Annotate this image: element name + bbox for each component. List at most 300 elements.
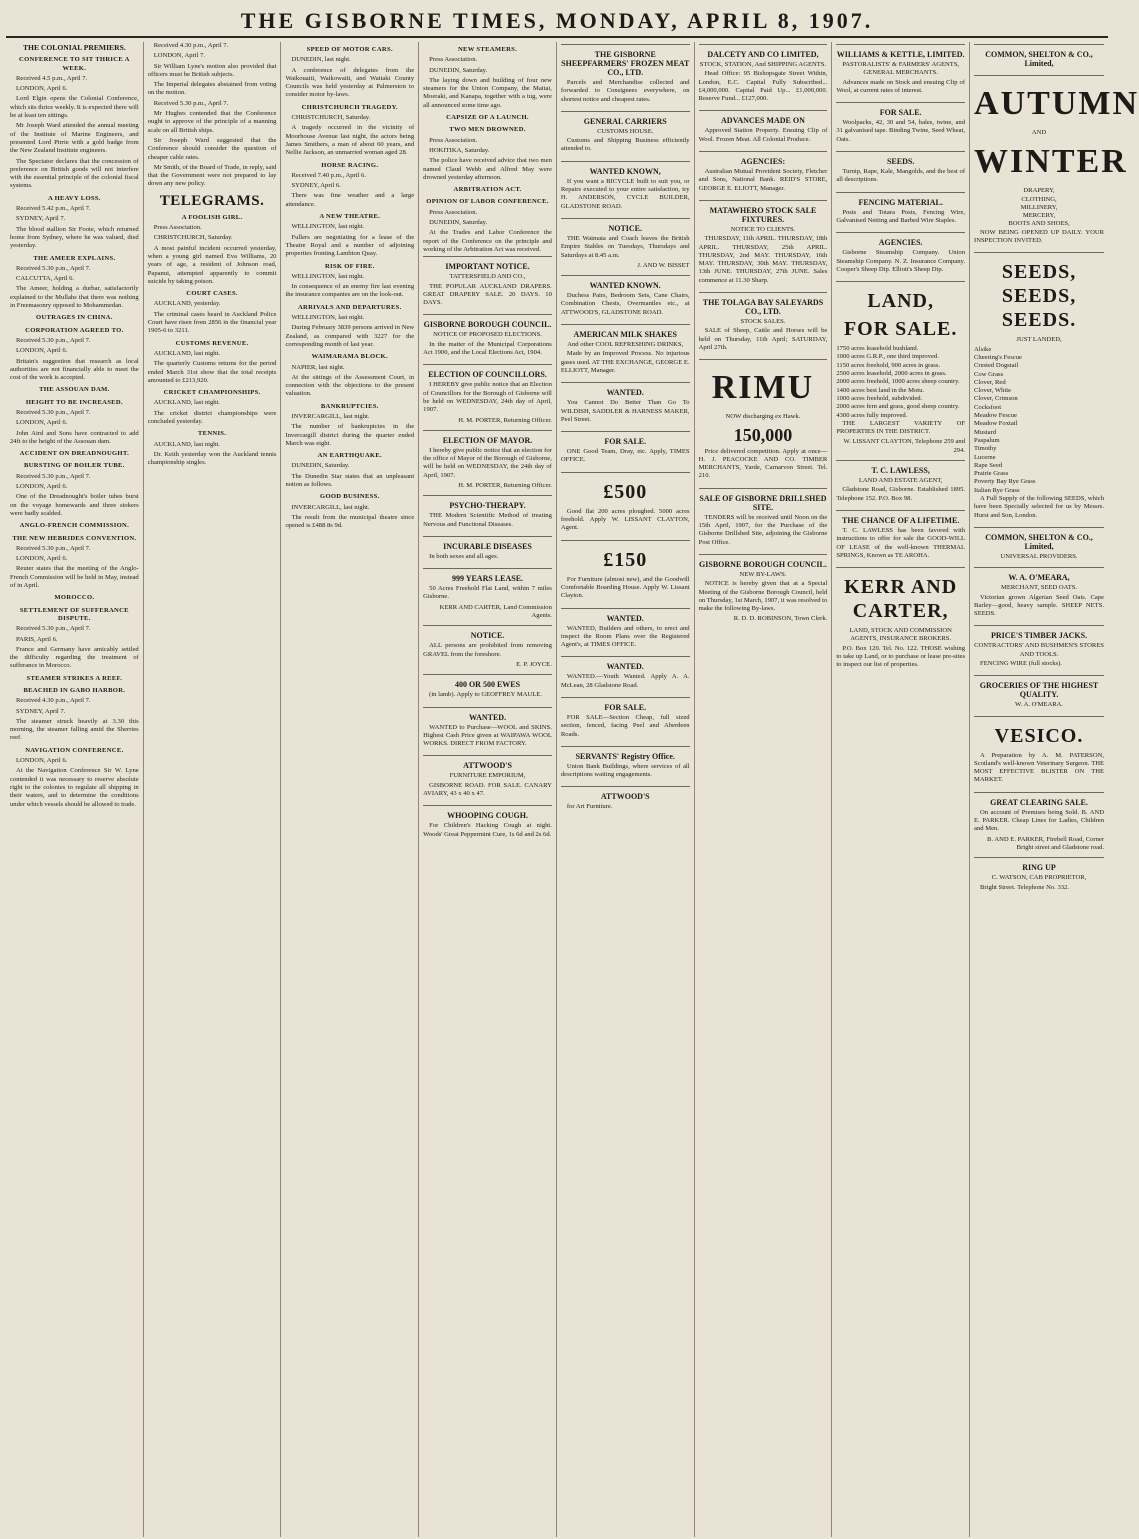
column-8 (970, 42, 1139, 1537)
article-paragraph: Press Association. (153, 224, 202, 232)
article-paragraph: Received 4.30 p.m., April 7. (153, 42, 229, 49)
advertisement-heading: GISBORNE BOROUGH COUNCIL. (423, 320, 552, 330)
article-paragraph: Received 7.40 p.m., April 6. (291, 171, 366, 179)
advertisement-list-item: Poverty Bay Rye Grass (974, 478, 1036, 486)
advertisement-subheading: NOTICE OF PROPOSED ELECTIONS. (433, 331, 542, 339)
advertisement-body: for Art Furniture. (566, 803, 613, 811)
columns (6, 42, 1139, 1537)
advertisement-body: 50 Acres Freehold Flat Land, within 7 miles Gisborne. (423, 585, 552, 601)
advertisement (974, 75, 1139, 250)
advertisement-heading: SEEDS, SEEDS, SEEDS. (1001, 261, 1077, 332)
article-paragraph: SYDNEY, April 7. (16, 215, 66, 223)
advertisement-list-item: 2000 acres freehold, 1000 acres sheep country. (836, 378, 960, 386)
advertisement-subheading: JUST LANDED, (1016, 336, 1062, 344)
article-paragraph: DUNEDIN, Saturday. (291, 462, 350, 470)
article-paragraph: Sir William Lyne's motion also provided that officers must be British subjects. (147, 62, 277, 78)
article-paragraph: Lord Elgin opens the Colonial Conference, which sits thrice weekly. It is expected there will be at least ten sittings. (10, 95, 139, 120)
article-paragraph: France and Germany have amicably settled the difficulty regarding the treatment of sufferance in Morocco. (10, 645, 139, 670)
advertisement (561, 431, 690, 470)
advertisement-body: Victorian grown Algerian Seed Oats. Cape Barley—good, heavy sample. SHEEP NETS. SEEDS. (974, 593, 1105, 618)
advertisement-body: I hereby give public notice that an election for the office of Mayor of the Borough of Gisborne, will be held on WEDNESDAY, the 24th day of April, 1907. (423, 446, 552, 479)
advertisement-heading: RIMU (711, 369, 815, 407)
advertisement (561, 275, 690, 322)
advertisement-heading: AGENCIES: (740, 157, 786, 167)
advertisement-signature: E. P. JOYCE. (516, 660, 552, 668)
article-heading: CORPORATION AGREED TO. (25, 326, 124, 334)
advertisement-heading: WANTED. (606, 613, 644, 623)
advertisement-list (836, 345, 965, 420)
article-heading: A NEW THEATRE. (319, 213, 381, 221)
advertisement-body: A Full Supply of the following SEEDS, which have been Specially selected for us by Messrs. Hurst and Son, London. (974, 495, 1105, 519)
advertisement (423, 625, 552, 672)
advertisement-heading: RING UP (1022, 863, 1056, 873)
article-paragraph: AUCKLAND, last night. (153, 399, 221, 407)
article-heading: NEW STEAMERS. (457, 46, 518, 53)
article-heading: STEAMER STRIKES A REEF. (26, 674, 123, 682)
advertisement (836, 460, 965, 508)
advertisement-heading: MATAWHERO STOCK SALE FIXTURES. (709, 205, 817, 224)
advertisement-list-item: Prairie Grass (974, 470, 1009, 478)
article-heading: TENNIS. (197, 430, 227, 438)
article-paragraph: Dr. Keith yesterday won the Auckland tennis championship singles. (147, 450, 277, 467)
advertisement (836, 232, 965, 279)
advertisement-heading: 999 YEARS LEASE. (451, 574, 524, 584)
advertisement-body: Australian Mutual Provident Society, Fletcher and Sons, National Bank. REID'S STORE, GEORGE E. ELIOTT, Manager. (698, 168, 828, 192)
advertisement (423, 314, 552, 362)
advertisement-body: ONE Good Team, Dray, etc. Apply, TIMES OFFICE. (560, 448, 690, 464)
advertisement (561, 540, 690, 606)
article-paragraph: Reuter states that the meeting of the Anglo-French Commission will be held in May, instead of in April. (10, 565, 139, 590)
advertisement-body: THE Modern Scientific Method of treating Nervous and Functional Diseases. (423, 512, 552, 528)
advertisement-list-item: Alsike (974, 345, 992, 353)
advertisement-subheading: CUSTOMS HOUSE. (597, 127, 654, 135)
advertisement-heading: PRICE'S TIMBER JACKS. (990, 631, 1088, 641)
advertisement (423, 805, 552, 844)
article-paragraph: The police have received advice that two men named Claud Webb and Alfred May were drowned yesterday afternoon. (423, 157, 552, 181)
advertisement-body: Gladstone Road, Gisborne. Established 1895. Telephone 152. P.O. Box 98. (836, 486, 966, 502)
article-heading: A FOOLISH GIRL. (181, 213, 243, 221)
advertisement-heading: THE TOLAGA BAY SALEYARDS CO., LTD. (702, 298, 824, 317)
article-heading: BEACHED IN GABO HARBOR. (23, 687, 126, 694)
advertisement-body: On account of Premises being Sold. B. AND E. PARKER. Cheap Lines for Ladies, Children and Men. (974, 808, 1105, 833)
article-paragraph: The Dunedin Star states that an unpleasant notion as follows. (285, 472, 415, 489)
advertisement-body: Posts and Totara Posts, Fencing Wire, Galvanised Netting and Barbed Wire Staples. (836, 208, 966, 224)
article-paragraph: HOKITIKA, Saturday. (429, 146, 490, 154)
article-heading: RISK OF FIRE. (324, 262, 375, 270)
advertisement-list-item: Rape Seed (974, 461, 1003, 469)
advertisement (561, 44, 690, 109)
advertisement (561, 382, 690, 429)
advertisement-heading: WANTED KNOWN, (589, 166, 661, 176)
advertisement-body: WANTED, Builders and others, to erect and inspect the Room Plans over the Registered Agent's, at TIMES OFFICE. (560, 624, 690, 649)
advertisement-body: Woolpacks, 42, 30 and 54, bales, twine, and 31 galvanised tape. Binding Twine, Seed Wheat, Oats. (836, 119, 966, 143)
advertisement (561, 746, 690, 785)
article-paragraph: CHRISTCHURCH, Saturday. (153, 234, 233, 242)
advertisement-body: TENDERS will be received until Noon on the 15th April, 1907, for the Purchase of the Gisborne Drillshed Site, adjoining the Gisborne Post Office. (698, 513, 828, 546)
advertisement-body: NOTICE is hereby given that at a Special Meeting of the Gisborne Borough Council, held on Thursday, 1st March, 1907, it was resolved to make the following By-laws. (698, 580, 828, 613)
advertisement (974, 857, 1104, 897)
advertisement-list-item: 1400 acres best land in the Motu. (836, 386, 925, 394)
advertisement-heading: £150 (603, 548, 648, 571)
advertisement-body: Customs and Shipping Business efficiently attended to. (560, 137, 690, 153)
advertisement-subheading: LAND AND ESTATE AGENT, (858, 477, 943, 485)
article-paragraph: Received 5.30 p.m., April 7. (16, 625, 91, 633)
advertisement-heading: GREAT CLEARING SALE. (990, 797, 1088, 807)
advertisement (561, 697, 690, 744)
article-heading: COURT CASES. (186, 290, 238, 298)
article-paragraph: CHRISTCHURCH, Saturday. (291, 114, 371, 122)
article-heading: AN EARTHQUAKE. (317, 452, 382, 460)
article-paragraph: Received 5.30 p.m., April 7. (16, 472, 91, 480)
advertisement (836, 510, 965, 565)
advertisement-heading: GROCERIES OF THE HIGHEST QUALITY. (979, 681, 1099, 700)
advertisement-heading: AUTUMN (974, 85, 1139, 122)
advertisement-heading: WILLIAMS & KETTLE, LIMITED. (836, 50, 965, 59)
article-heading: HORSE RACING. (321, 161, 379, 169)
column-6 (695, 42, 833, 1537)
advertisement (699, 44, 828, 108)
advertisement (836, 102, 965, 149)
article-paragraph: At the sittings of the Assessment Court, in connection with the objections to the present valuation. (285, 373, 415, 398)
advertisement (836, 281, 965, 458)
advertisement-heading: AMERICAN MILK SHAKES (573, 330, 678, 340)
advertisement-heading: FENCING MATERIAL. (858, 197, 943, 207)
article-heading: THE AMEER EXPLAINS. (33, 254, 116, 262)
article-paragraph: LONDON, April 6. (16, 85, 68, 93)
advertisement-list-item: Crested Dogstail (974, 362, 1019, 370)
advertisement-subheading: And other COOL REFRESHING DRINKS, (567, 341, 684, 349)
advertisement-heading: VESICO. (994, 724, 1084, 747)
advertisement-list-item: 1000 acres G.R.P., one third improved. (836, 353, 939, 361)
article-paragraph: In consequence of an enemy fire last evening the insurance companies are on the look-out. (285, 283, 415, 299)
advertisement-body: P.O. Box 120. Tel. No. 122. THOSE wishing to take up Land, or to purchase or lease pre-sites to inspect our list of properties. (836, 644, 966, 669)
advertisement-subheading: STOCK SALES. (740, 318, 786, 326)
article-heading: CRICKET CHAMPIONSHIPS. (163, 389, 261, 397)
advertisement-body: Turnip, Rape, Kale, Mangolds, and the best of all descriptions. (836, 168, 966, 184)
advertisement-heading: AGENCIES. (878, 238, 923, 248)
article-paragraph: There was fine weather and a large attendance. (285, 192, 415, 208)
advertisement-body: NOW BEING OPENED UP DAILY. YOUR INSPECTION INVITED. (974, 228, 1105, 245)
advertisement-heading: GISBORNE BOROUGH COUNCIL. (699, 559, 827, 569)
page-title: THE GISBORNE TIMES, MONDAY, APRIL 8, 1907. (240, 8, 874, 33)
article-heading: CAPSIZE OF A LAUNCH. (446, 114, 529, 122)
advertisement (423, 495, 552, 534)
advertisement-list-item: 1000 acres freehold, subdivided. (836, 394, 923, 402)
article-paragraph: A most painful incident occurred yesterday, when a young girl named Eva Williams, 20 years of age, a resident of Johnson road, Papanui, attempted apparently to commit suicide by taking poison. (147, 244, 277, 285)
article-paragraph: The quarterly Customs returns for the period ended March 31st show that the total receipts amounted to £213,920. (147, 360, 277, 384)
article-paragraph: The blood stallion Sir Foote, which returned home from Sydney, where he was valued, died yesterday. (10, 225, 139, 250)
advertisement-heading: ELECTION OF COUNCILLORS. (428, 370, 547, 380)
advertisement-body: A Preparation by A. M. PATERSON, Scotland's well-known Veterinary Surgeon. THE MOST EFFECTIVE BLISTER ON THE MARKET. (974, 751, 1105, 784)
advertisement (699, 200, 828, 290)
advertisement (836, 44, 965, 100)
advertisement-body: Duchess Pairs, Bedroom Sets, Cane Chairs, Combination Chests, Overmantles etc., at ATTWOOD'S, GLADSTONE ROAD. (560, 292, 690, 316)
advertisement-list-item: Lucerne (974, 453, 996, 461)
column-7 (832, 42, 970, 1537)
article-heading: WAIMARAMA BLOCK. (311, 353, 388, 361)
advertisement-signature: W. LISSANT CLAYTON, Telephone 259 and 294. (843, 438, 966, 454)
advertisement (974, 527, 1104, 565)
article-paragraph: WELLINGTON, last night. (291, 314, 365, 322)
article-paragraph: CALCUTTA, April 6. (16, 275, 75, 283)
article-paragraph: LONDON, April 6. (16, 757, 68, 765)
advertisement (974, 567, 1104, 623)
advertisement-list-item: Meadow Fescue (974, 412, 1018, 420)
article-paragraph: Sir Joseph Ward suggested that the Conference should consider the question of cheaper cable rates. (147, 136, 277, 161)
advertisement-heading: DALCETY AND CO LIMITED, (707, 50, 819, 59)
column-heading: THE COLONIAL PREMIERS. (22, 43, 126, 52)
article-heading: SPEED OF MOTOR CARS. (306, 46, 393, 53)
article-paragraph: INVERCARGILL, last night. (291, 412, 370, 420)
advertisement-list-item: CLOTHING, (1021, 195, 1057, 203)
advertisement-heading: SALE OF GISBORNE DRILLSHED SITE. (699, 493, 827, 512)
advertisement-list-item: Paspalum (974, 436, 1000, 444)
column-1 (6, 42, 144, 1537)
article-paragraph: WELLINGTON, last night. (291, 272, 365, 280)
article-paragraph: SYDNEY, April 7. (16, 707, 66, 715)
advertisement-body: Approved Station Property. Ensuing Clip of Wool. Frozen Meat. All Colonial Produce. (698, 127, 828, 143)
article-heading: THE NEW HEBRIDES CONVENTION. (12, 534, 137, 542)
advertisement (561, 656, 690, 695)
article-paragraph: WELLINGTON, last night. (291, 223, 365, 231)
advertisement-heading: WHOOPING COUGH. (447, 811, 528, 821)
advertisement (836, 151, 965, 190)
article-paragraph: Received 5.30 p.m., April 7. (16, 336, 91, 344)
advertisement-list-item: MERCERY, (1022, 212, 1056, 220)
advertisement-highlight: WINTER (974, 143, 1128, 181)
article-paragraph: A tragedy occurred in the vicinity of Moorhouse Avenue last night, the actors being James Smithers, a man of about 60 years, and Nellie Jackson, an unmarried woman aged 28. (285, 124, 415, 157)
advertisement-heading: KERR AND CARTER, (844, 576, 958, 623)
advertisement-subheading: NOTICE TO CLIENTS. (730, 225, 796, 233)
advertisement-subheading: STOCK, STATION, And SHIPPING AGENTS. (699, 61, 827, 68)
telegrams-heading: TELEGRAMS. (159, 192, 265, 209)
advertisement-subheading: AND (1031, 129, 1047, 136)
article-paragraph: Press Association. (429, 208, 478, 216)
article-paragraph: Mr Joseph Ward attended the annual meeting of the Institute of Marine Engineers, and presented Lord Pirrie with a gold badge from the New Zealand Institute engineers. (10, 122, 139, 155)
article-paragraph: AUCKLAND, last night. (153, 440, 221, 448)
advertisement-subheading: TATTERSFIELD AND CO., (449, 273, 526, 281)
advertisement-list-item: 1750 acres leasehold bushland. (836, 345, 919, 353)
advertisement (423, 755, 552, 803)
advertisement-body: Price delivered competition. Apply at once— H. J. PEACOCKE AND CO. TIMBER MERCHANTS, Yarde, Carnarvon Street. Tel. 210. (698, 447, 828, 480)
advertisement (836, 567, 965, 674)
advertisement-heading: ATTWOOD'S (600, 792, 650, 802)
advertisement (561, 608, 690, 655)
article-paragraph: The Imperial delegates abstained from voting on the motion. (147, 81, 277, 97)
article-paragraph: The number of bankruptcies in the Invercargill district during the quarter ended March was eight. (285, 423, 415, 447)
article-paragraph: DUNEDIN, Saturday. (429, 219, 488, 227)
article-paragraph: John Aird and Sons have contracted to add 24ft to the height of the Assouan dam. (10, 429, 139, 445)
advertisement-list (974, 187, 1104, 228)
advertisement-body: You Cannot Do Better Than Go To WILDISH, SADDLER & HARNESS MAKER, Peel Street. (560, 399, 690, 423)
advertisement (561, 324, 690, 380)
advertisement-heading: COMMON, SHELTON & CO., Limited, (985, 532, 1093, 551)
article-paragraph: Mr Hughes contended that the Conference ought to approve of the principle of a manning scale on all British ships. (147, 110, 277, 134)
advertisement-body: THE Waimata and Coach leaves the British Empire Stables on Tuesdays, Thursdays and Saturdays at 8.45 a.m. (560, 234, 690, 259)
article-heading: ACCIDENT ON DREADNOUGHT. (19, 450, 130, 458)
article-paragraph: Received 5.30 p.m., April 7. (153, 99, 229, 107)
advertisement (699, 292, 828, 357)
article-paragraph: Received 5.30 p.m., April 7. (16, 544, 91, 552)
article-paragraph: The criminal cases heard in Auckland Police Court have risen from 2856 in the financial year 1905-6 to 3211. (147, 310, 277, 335)
advertisement-list-item: Mustard (974, 428, 997, 436)
article-heading: A HEAVY LOSS. (47, 194, 101, 202)
advertisement-body: For Furniture (almost new), and the Goodwill Comfortable Boarding House. Apply W. Lissant Clayton. (560, 575, 690, 600)
article-paragraph: AUCKLAND, yesterday. (153, 300, 221, 308)
advertisement-subheading: NEW BY-LAWS. (739, 570, 787, 578)
advertisement-list-item: BOOTS AND SHOES, (1008, 220, 1070, 228)
advertisement-body: Gisborne Steamship Company. Union Steamship Company. N. Z. Insurance Company. Cooper's Sheep Dip. Elliott's Sheep Dip. (836, 249, 966, 273)
advertisement-subheading: FOR SALE. (843, 318, 958, 341)
article-heading: OPINION OF LABOR CONFERENCE. (426, 198, 549, 206)
advertisement-signature: B. AND E. PARKER, Firebell Road, Corner Bright street and Gladstone road. (987, 835, 1105, 851)
advertisement-body: In the matter of the Municipal Corporations Act 1900, and the Local Elections Act, 1904. (423, 340, 552, 357)
article-paragraph: During February 3839 persons arrived in New Zealand, as compared with 3227 for the corresponding month of last year. (285, 324, 415, 348)
article-heading: OUTRAGES IN CHINA. (36, 314, 113, 322)
advertisement (423, 364, 552, 427)
advertisement-heading: PSYCHO-THERAPY. (449, 501, 526, 511)
advertisement-heading: ATTWOOD'S (463, 761, 512, 771)
advertisement-subheading: LAND, STOCK AND COMMISSION AGENTS, INSURANCE BROKERS. (849, 627, 952, 643)
advertisement-heading: 400 OR 500 EWES (454, 680, 521, 690)
advertisement-heading: W. A. O'MEARA, (1008, 573, 1070, 583)
advertisement-heading: WANTED. (606, 388, 644, 398)
article-paragraph: NAPIER, last night. (291, 363, 345, 371)
advertisement-body: For Children's Hacking Cough at night. Woods' Great Peppermint Cure, 1s 6d and 2s 6d. (423, 822, 552, 838)
article-paragraph: Press Association. (429, 56, 478, 64)
advertisement-heading: SEEDS. (886, 157, 915, 167)
advertisement-heading: GENERAL CARRIERS (583, 116, 667, 126)
article-paragraph: Press Association. (429, 136, 478, 144)
advertisement-body: WANTED.—Youth Wanted. Apply A. A. McLean, 28 Gladstone Road. (560, 673, 690, 689)
advertisement-signature: KERR AND CARTER, Land Commission Agents. (439, 603, 552, 620)
advertisement-subheading: UNIVERSAL PROVIDERS. (1000, 552, 1078, 560)
advertisement-subheading: NOW discharging ex Hawk. (725, 413, 801, 421)
advertisement-body: THE LARGEST VARIETY OF PROPERTIES IN THE DISTRICT. (836, 419, 966, 436)
article-heading: THE ASSOUAN DAM. (39, 386, 110, 394)
article-paragraph: DUNEDIN, last night. (291, 56, 351, 64)
advertisement (699, 359, 828, 485)
advertisement (561, 111, 690, 159)
advertisement-subheading: MERCHANT, SEED OATS. (1000, 584, 1078, 592)
advertisement-subheading: CONTRACTORS' AND BUSHMEN'S STORES AND TOOLS. (974, 642, 1104, 658)
advertisement-body: THE POPULAR AUCKLAND DRAPERS. GREAT DRAPERY SALE. 20 DAYS. 10 DAYS. (423, 282, 552, 307)
column-4 (419, 42, 557, 1537)
article-paragraph: Received 5.30 p.m., April 7. (16, 264, 91, 272)
article-paragraph: Mr Smith, of the Board of Trade, in reply, said that the Government were not prepared to lay down any new policy. (147, 163, 277, 188)
article-heading: ANGLO-FRENCH COMMISSION. (19, 522, 130, 530)
article-paragraph: LONDON, April 6. (16, 347, 68, 355)
advertisement-list (974, 346, 1104, 495)
advertisement-heading: ADVANCES MADE ON (721, 116, 805, 126)
advertisement-body: I HEREBY give public notice that an Election of Councillors for the Borough of Gisborne will be held on WEDNESDAY, 24th day of April, 1907. (423, 381, 552, 414)
advertisement-list-item: 4300 acres fully improved. (836, 411, 908, 419)
advertisement-signature: J. AND W. BISSET (637, 261, 690, 269)
article-paragraph: PARIS, April 6. (16, 635, 58, 643)
advertisement (974, 625, 1104, 673)
advertisement (974, 252, 1104, 525)
advertisement-list-item: Cow Grass (974, 370, 1004, 378)
advertisement (974, 44, 1104, 73)
advertisement-body: SALE of Sheep, Cattle and Horses will be held on Thursday, 11th April; SATURDAY, April 27th. (698, 327, 828, 351)
advertisement-heading: INCURABLE DISEASES (443, 541, 532, 551)
advertisement-heading: FOR SALE. (879, 108, 922, 118)
advertisement (561, 786, 690, 816)
article-paragraph: Received 4.30 p.m., April 7. (16, 697, 91, 705)
advertisement-body: Made by an Improved Process. No injurious gases used. AT THE EXCHANGE, GEORGE E. ELLIOTT, Manager. (560, 350, 690, 374)
advertisement-body: GISBORNE ROAD. FOR SALE. CANARY AVIARY, 43 x 40 x 47. (423, 781, 552, 798)
advertisement-list-item: 2500 acres leasehold, 2000 acres in grass. (836, 370, 947, 378)
advertisement-list-item: 1150 acres freehold, 900 acres in grass. (836, 361, 941, 369)
advertisement-heading: WANTED. (606, 662, 644, 672)
article-heading: CUSTOMS REVENUE. (175, 339, 249, 347)
advertisement-highlight: 150,000 (733, 424, 793, 445)
article-paragraph: LONDON, April 6. (16, 483, 68, 491)
article-paragraph: The Spectator declares that the concession of preference on British goods will not interfere with the essential principle of the colonial fiscal systems. (10, 157, 139, 190)
advertisement-body: Good flat 200 acres ploughed. 5000 acres freehold. Apply W. LISSANT CLAYTON, Agent. (560, 507, 690, 532)
article-paragraph: Received 5.30 p.m., April 7. (16, 408, 91, 416)
advertisement-body: Parcels and Merchandise collected and forwarded to Consignees everywhere, on shortest notice and cheapest rates. (560, 79, 690, 103)
column-3 (281, 42, 419, 1537)
article-paragraph: The result from the municipal theatre since opened is £488 8s 9d. (285, 513, 415, 530)
advertisement-body: In both sexes and all ages. (429, 552, 499, 560)
advertisement-list-item: MILLINERY, (1020, 203, 1058, 211)
advertisement (423, 430, 552, 493)
advertisement-heading: THE CHANCE OF A LIFETIME. (842, 515, 960, 525)
article-heading: SETTLEMENT OF SUFFERANCE DISPUTE. (19, 606, 129, 622)
advertisement-heading: FOR SALE. (604, 437, 647, 447)
advertisement-body: If you want a BICYCLE built to suit you, or Repairs executed to your entire satisfaction, try H. ANDERSON, CYCLE BUILDER, GLADSTONE ROAD. (560, 177, 690, 210)
masthead (6, 6, 1108, 38)
advertisement-list-item: DRAPERY, (1023, 187, 1055, 195)
article-paragraph: Britain's suggestion that research as local authorities are not financially able to meet the cost of the work is accepted. (10, 357, 139, 382)
advertisement-heading: IMPORTANT NOTICE. (445, 262, 530, 272)
advertisement (561, 218, 690, 273)
advertisement-subheading: FURNITURE EMPORIUM, (449, 772, 526, 780)
article-paragraph: A conference of delegates from the Waikouaiti, Waikowaiti, and Waitaki County Councils was held yesterday at Palmerston to consider motor by-laws. (285, 66, 415, 99)
advertisement-body: FOR SALE—Section Cheap, full sized section, fenced, facing Peel and Aberdeen Roads. (560, 713, 690, 738)
advertisement (423, 674, 552, 704)
advertisement (423, 256, 552, 312)
advertisement-heading: COMMON, SHELTON & CO., Limited, (985, 50, 1093, 68)
advertisement-body: FENCING WIRE (full stocks). (980, 659, 1062, 667)
advertisement-body: T. C. LAWLESS has been favored with instructions to offer for sale the GOOD-WILL OF LEASE of the well-known THERMAL SPRINGS, Known as TE AROHA. (836, 526, 966, 559)
advertisement-subheading: C. WATSON, CAB PROPRIETOR, (991, 874, 1087, 882)
advertisement (974, 675, 1104, 713)
advertisement-list-item: Cocksfoot (974, 403, 1002, 411)
advertisement (423, 568, 552, 623)
article-heading: GOOD BUSINESS. (320, 493, 380, 501)
advertisement (561, 161, 690, 216)
advertisement-signature: R. D. D. ROBINSON, Town Clerk. (733, 615, 828, 623)
article-paragraph: DUNEDIN, Saturday. (429, 66, 488, 74)
advertisement-list-item: Clover, Crimson (974, 395, 1018, 403)
advertisement (699, 151, 828, 198)
article-paragraph: At the Navigation Conference Sir W. Lyne contended it was necessary to reserve absolute right to the colonies to regulate all shipping in their waters, and to determine the conditions under which vessels should be allowed to trade. (10, 767, 139, 808)
advertisement-list-item: Timothy (974, 445, 997, 453)
advertisement-heading: T. C. LAWLESS, (871, 466, 930, 476)
article-paragraph: At the Trades and Labor Conference the report of the Conference on the principle and working of the Arbitration Act was received. (423, 229, 552, 253)
advertisement-heading: NOTICE. (608, 223, 643, 233)
advertisement-body: Advances made on Stock and ensuing Clip of Wool, at current rates of interest. (836, 78, 966, 94)
advertisement-list-item: Clover, Red (974, 378, 1006, 386)
advertisement-list-item: Cheering's Fescue (974, 353, 1022, 361)
article-paragraph: Fullers are negotiating for a lease of the Theatre Royal and a number of adjoining properties fronting Lambton Quay. (285, 233, 415, 258)
advertisement (699, 554, 828, 627)
article-heading: BURSTING OF BOILER TUBE. (24, 462, 125, 470)
advertisement (423, 707, 552, 754)
advertisement-heading: LAND, (867, 290, 934, 313)
